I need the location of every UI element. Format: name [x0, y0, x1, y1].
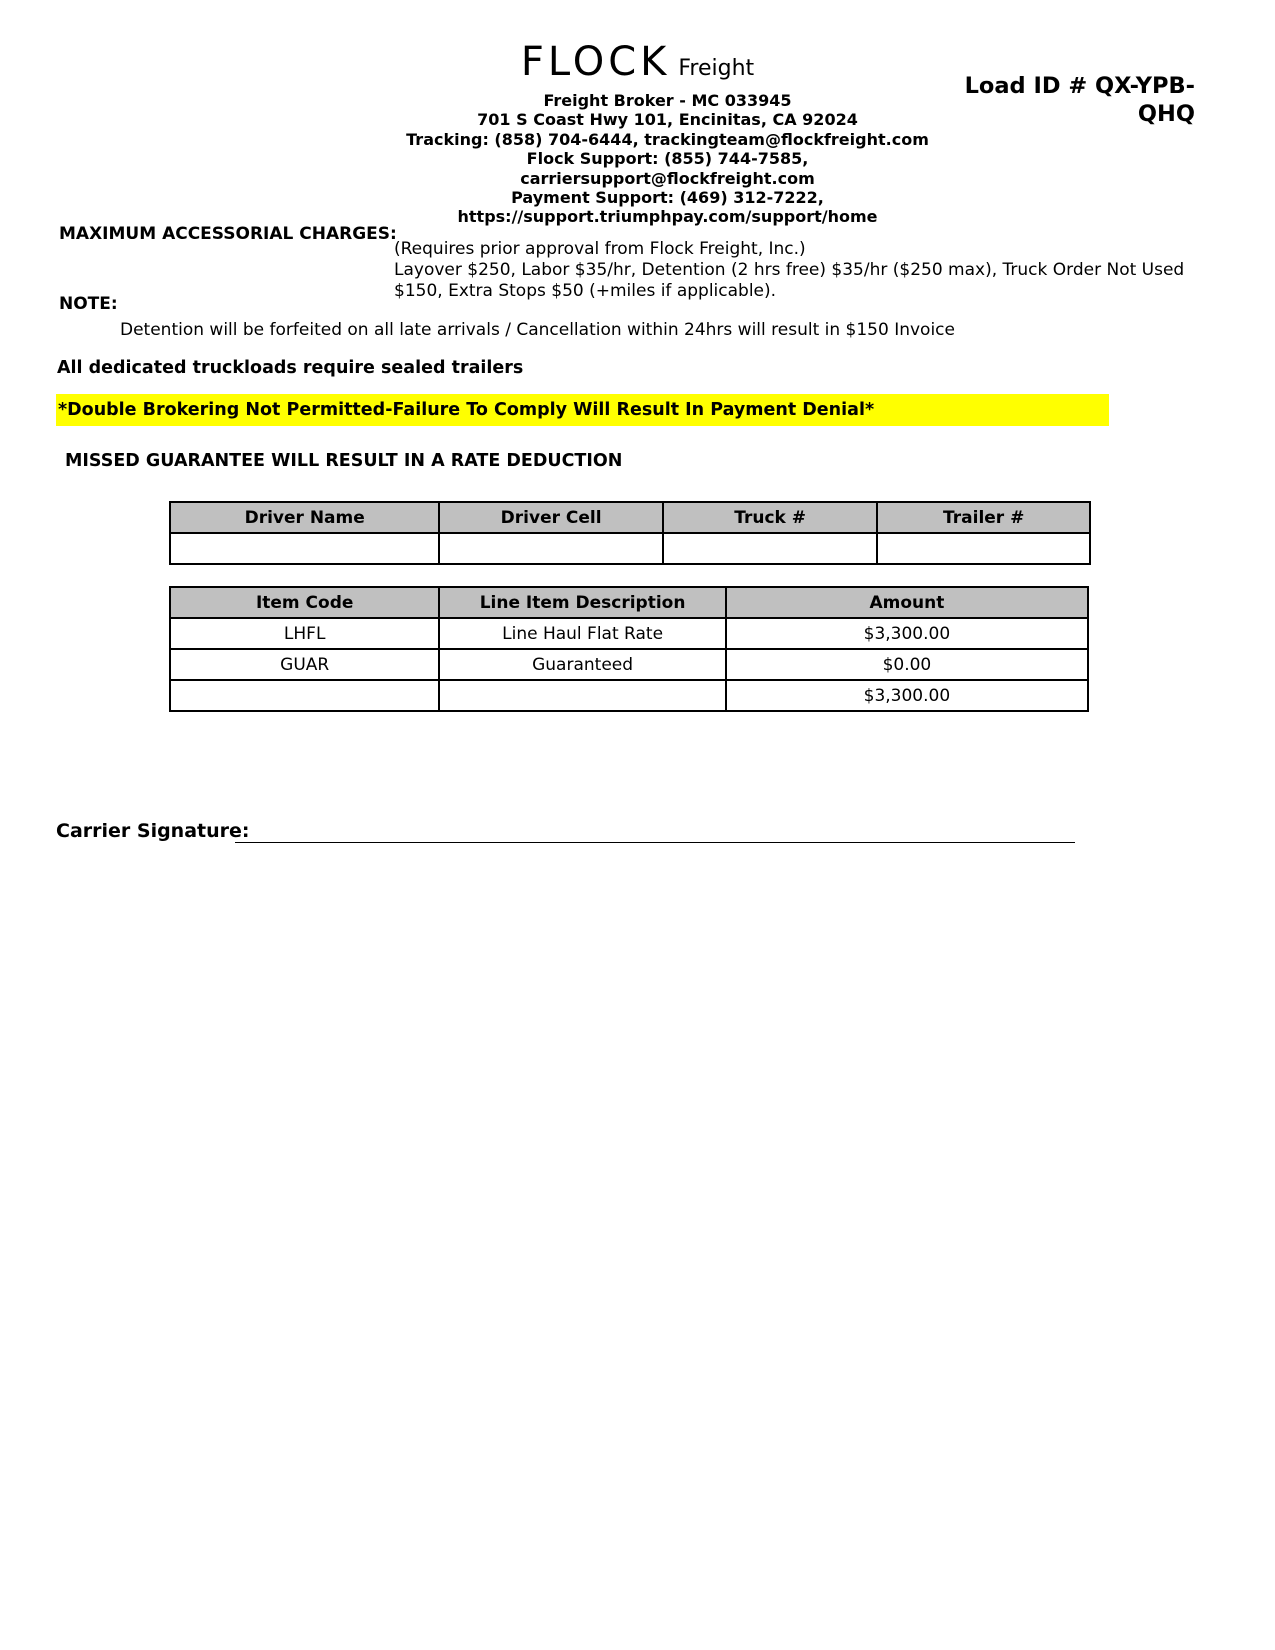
truck-number-header: Truck # [663, 502, 878, 533]
double-brokering-warning: *Double Brokering Not Permitted-Failure To Comply Will Result In Payment Denial* [56, 394, 1109, 426]
logo-subtext: Freight [678, 56, 755, 81]
sealed-trailers-notice: All dedicated truckloads require sealed trailers [57, 358, 524, 378]
item-code-cell: GUAR [170, 649, 439, 680]
trailer-number-cell[interactable] [877, 533, 1090, 564]
missed-guarantee-notice: MISSED GUARANTEE WILL RESULT IN A RATE DEDUCTION [65, 451, 623, 471]
amount-cell: $0.00 [726, 649, 1088, 680]
carrier-signature-line[interactable] [235, 842, 1075, 843]
line-items-header [170, 587, 1088, 618]
description-cell [439, 680, 725, 711]
accessorial-details [394, 239, 1214, 302]
broker-address-line: 701 S Coast Hwy 101, Encinitas, CA 92024 [477, 110, 858, 130]
item-code-cell: LHFL [170, 618, 439, 649]
load-id-line2: QHQ [1137, 101, 1195, 127]
carrier-signature-label: Carrier Signature: [56, 820, 250, 842]
load-id [965, 72, 1195, 128]
load-id-line1: Load ID # QX-YPB- [964, 73, 1195, 99]
truck-number-cell[interactable] [663, 533, 878, 564]
carrier-support-email: carriersupport@flockfreight.com [520, 168, 815, 188]
driver-name-header: Driver Name [170, 502, 439, 533]
trailer-number-header: Trailer # [877, 502, 1090, 533]
description-cell: Guaranteed [439, 649, 725, 680]
line-items-table [169, 586, 1089, 712]
logo-wordmark: FLOCK [520, 39, 671, 85]
tracking-line: Tracking: (858) 704-6444, trackingteam@flockfreight.com [406, 129, 929, 149]
accessorial-approval: (Requires prior approval from Flock Freight, Inc.) [394, 239, 806, 259]
total-row [170, 680, 1088, 711]
driver-table-header [170, 502, 1090, 533]
amount-header: Amount [726, 587, 1088, 618]
driver-cell-header: Driver Cell [439, 502, 663, 533]
accessorial-label: MAXIMUM ACCESSORIAL CHARGES: [59, 224, 397, 244]
item-code-header: Item Code [170, 587, 439, 618]
table-row [170, 649, 1088, 680]
line-item-description-header: Line Item Description [439, 587, 725, 618]
note-label: NOTE: [59, 294, 118, 314]
description-cell: Line Haul Flat Rate [439, 618, 725, 649]
accessorial-charges: Layover $250, Labor $35/hr, Detention (2 hrs free) $35/hr ($250 max), Truck Order Not Used $150, Extra Stops $50 (+miles if applicable). [394, 260, 1185, 301]
item-code-cell [170, 680, 439, 711]
amount-cell: $3,300.00 [726, 618, 1088, 649]
driver-name-cell[interactable] [170, 533, 439, 564]
payment-support-url: https://support.triumphpay.com/support/home [457, 207, 878, 227]
total-amount-cell: $3,300.00 [726, 680, 1088, 711]
table-row [170, 618, 1088, 649]
broker-mc-line: Freight Broker - MC 033945 [543, 91, 792, 110]
flock-support-line: Flock Support: (855) 744-7585, [526, 149, 809, 169]
driver-cell-cell[interactable] [439, 533, 663, 564]
driver-table-row [170, 533, 1090, 564]
note-text: Detention will be forfeited on all late arrivals / Cancellation within 24hrs will result in $150 Invoice [120, 320, 955, 340]
driver-table [169, 501, 1091, 565]
payment-support-line: Payment Support: (469) 312-7222, [511, 188, 824, 208]
